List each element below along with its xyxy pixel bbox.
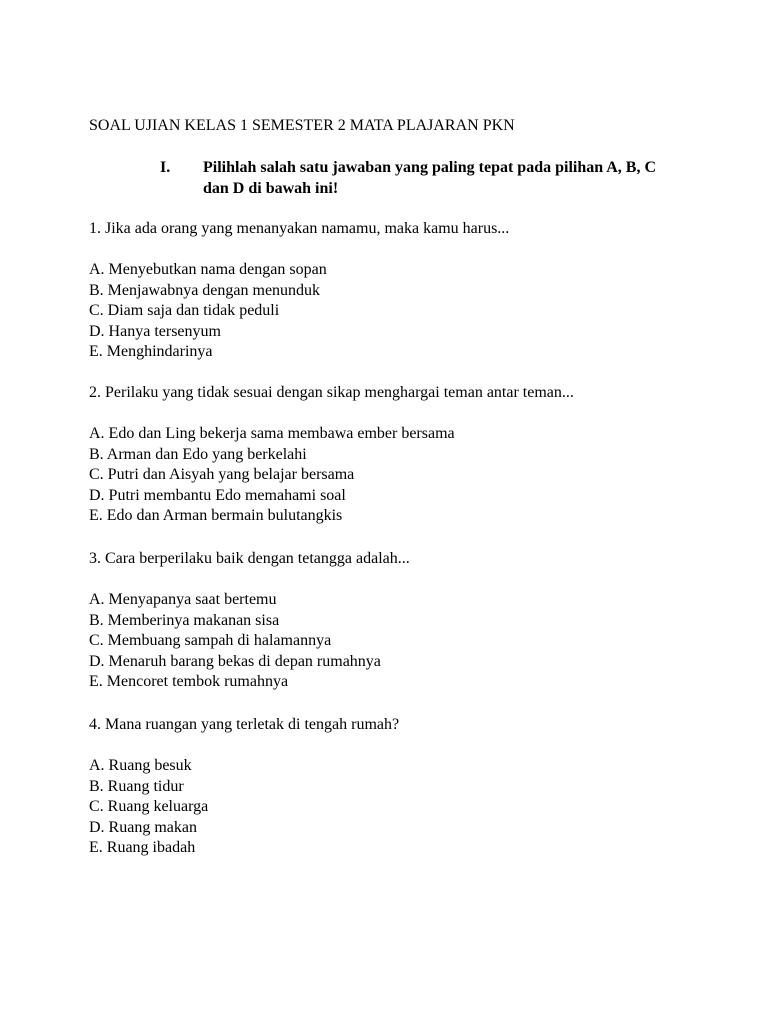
answer-option: C. Ruang keluarga <box>89 798 209 816</box>
answer-option: A. Menyebutkan nama dengan sopan <box>89 261 327 278</box>
answer-options <box>89 590 729 693</box>
answer-option: A. Menyapanya saat bertemu <box>89 591 277 608</box>
section-number: I. <box>160 159 171 176</box>
answer-option: C. Membuang sampah di halamannya <box>89 632 332 650</box>
answer-option: B. Memberinya makanan sisa <box>89 611 280 629</box>
answer-options <box>89 756 729 859</box>
answer-option: A. Ruang besuk <box>89 757 192 774</box>
question-text: 1. Jika ada orang yang menanyakan namamu, maka kamu harus... <box>89 220 510 237</box>
answer-option: B. Menjawabnya dengan menunduk <box>89 281 321 299</box>
answer-option: C. Diam saja dan tidak peduli <box>89 302 280 320</box>
answer-option: D. Hanya tersenyum <box>89 322 221 340</box>
answer-option: E. Mencoret tembok rumahnya <box>89 673 289 691</box>
answer-options <box>89 260 729 363</box>
question-3 <box>89 549 729 693</box>
section-instruction: Pilihlah salah satu jawaban yang paling tepat pada pilihan A, B, C dan D di bawah ini! <box>203 159 657 197</box>
answer-option: B. Ruang tidur <box>89 777 184 795</box>
question-text: 4. Mana ruangan yang terletak di tengah rumah? <box>89 716 400 733</box>
answer-option: D. Menaruh barang bekas di depan rumahnya <box>89 652 381 670</box>
answer-option: A. Edo dan Ling bekerja sama membawa ember bersama <box>89 425 455 442</box>
answer-options <box>89 424 729 527</box>
answer-option: C. Putri dan Aisyah yang belajar bersama <box>89 466 355 484</box>
answer-option: E. Ruang ibadah <box>89 839 196 857</box>
question-text: 3. Cara berperilaku baik dengan tetangga adalah... <box>89 550 410 567</box>
answer-option: B. Arman dan Edo yang berkelahi <box>89 445 307 463</box>
question-1 <box>89 219 729 363</box>
question-4 <box>89 715 729 859</box>
answer-option: D. Putri membantu Edo memahami soal <box>89 486 346 504</box>
question-2 <box>89 383 729 527</box>
answer-option: E. Menghindarinya <box>89 343 213 361</box>
question-text: 2. Perilaku yang tidak sesuai dengan sikap menghargai teman antar teman... <box>89 384 574 401</box>
answer-option: E. Edo dan Arman bermain bulutangkis <box>89 507 343 525</box>
answer-option: D. Ruang makan <box>89 818 197 836</box>
document-title: SOAL UJIAN KELAS 1 SEMESTER 2 MATA PLAJARAN PKN <box>89 117 515 134</box>
